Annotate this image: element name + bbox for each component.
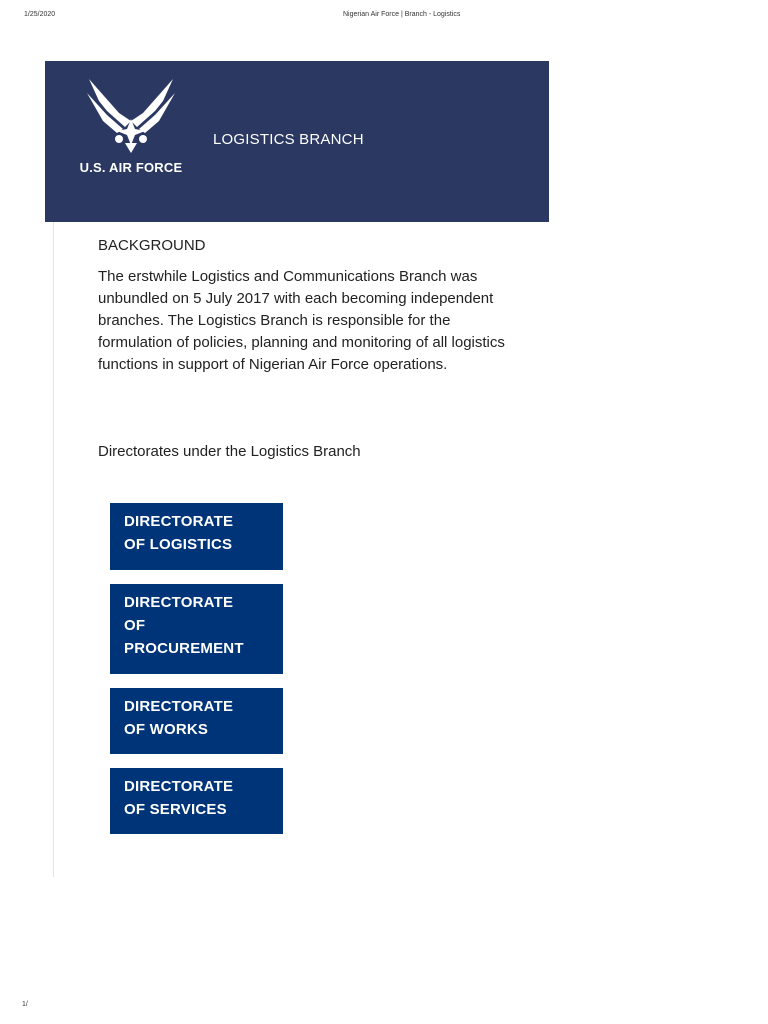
- air-force-wings-icon: [85, 77, 177, 153]
- air-force-logo[interactable]: [63, 77, 199, 181]
- button-label-line: OF: [124, 617, 146, 634]
- page-header: [45, 61, 549, 222]
- button-label-line: OF LOGISTICS: [124, 536, 233, 553]
- button-label-line: DIRECTORATE: [124, 513, 234, 530]
- directorate-of-works-button[interactable]: [110, 688, 283, 754]
- print-date: 1/25/2020: [24, 11, 56, 18]
- print-title: Nigerian Air Force | Branch - Logistics: [343, 11, 461, 18]
- page-number: 1/: [22, 1001, 28, 1008]
- branch-title: LOGISTICS BRANCH: [213, 131, 364, 148]
- button-label-line: DIRECTORATE: [124, 594, 234, 611]
- directorate-of-services-button[interactable]: [110, 768, 283, 834]
- directorate-of-logistics-button[interactable]: [110, 503, 283, 570]
- section-heading: BACKGROUND: [98, 237, 206, 254]
- logo-text: U.S. AIR FORCE: [79, 160, 183, 175]
- button-label-line: DIRECTORATE: [124, 778, 234, 795]
- left-divider: [53, 222, 54, 877]
- background-paragraph: The erstwhile Logistics and Communications Branch was unbundled on 5 July 2017 with each becoming independent branches. The Logistics Branch is responsible for the formulation of policies, planning and monitoring of all logistics functions in support of Nigerian Air Force operations.: [98, 268, 505, 373]
- button-label-line: PROCUREMENT: [124, 640, 244, 657]
- directorate-of-procurement-button[interactable]: [110, 584, 283, 674]
- button-label-line: DIRECTORATE: [124, 698, 234, 715]
- directorates-heading: Directorates under the Logistics Branch: [98, 443, 361, 460]
- button-label-line: OF WORKS: [124, 721, 209, 738]
- button-label-line: OF SERVICES: [124, 801, 227, 818]
